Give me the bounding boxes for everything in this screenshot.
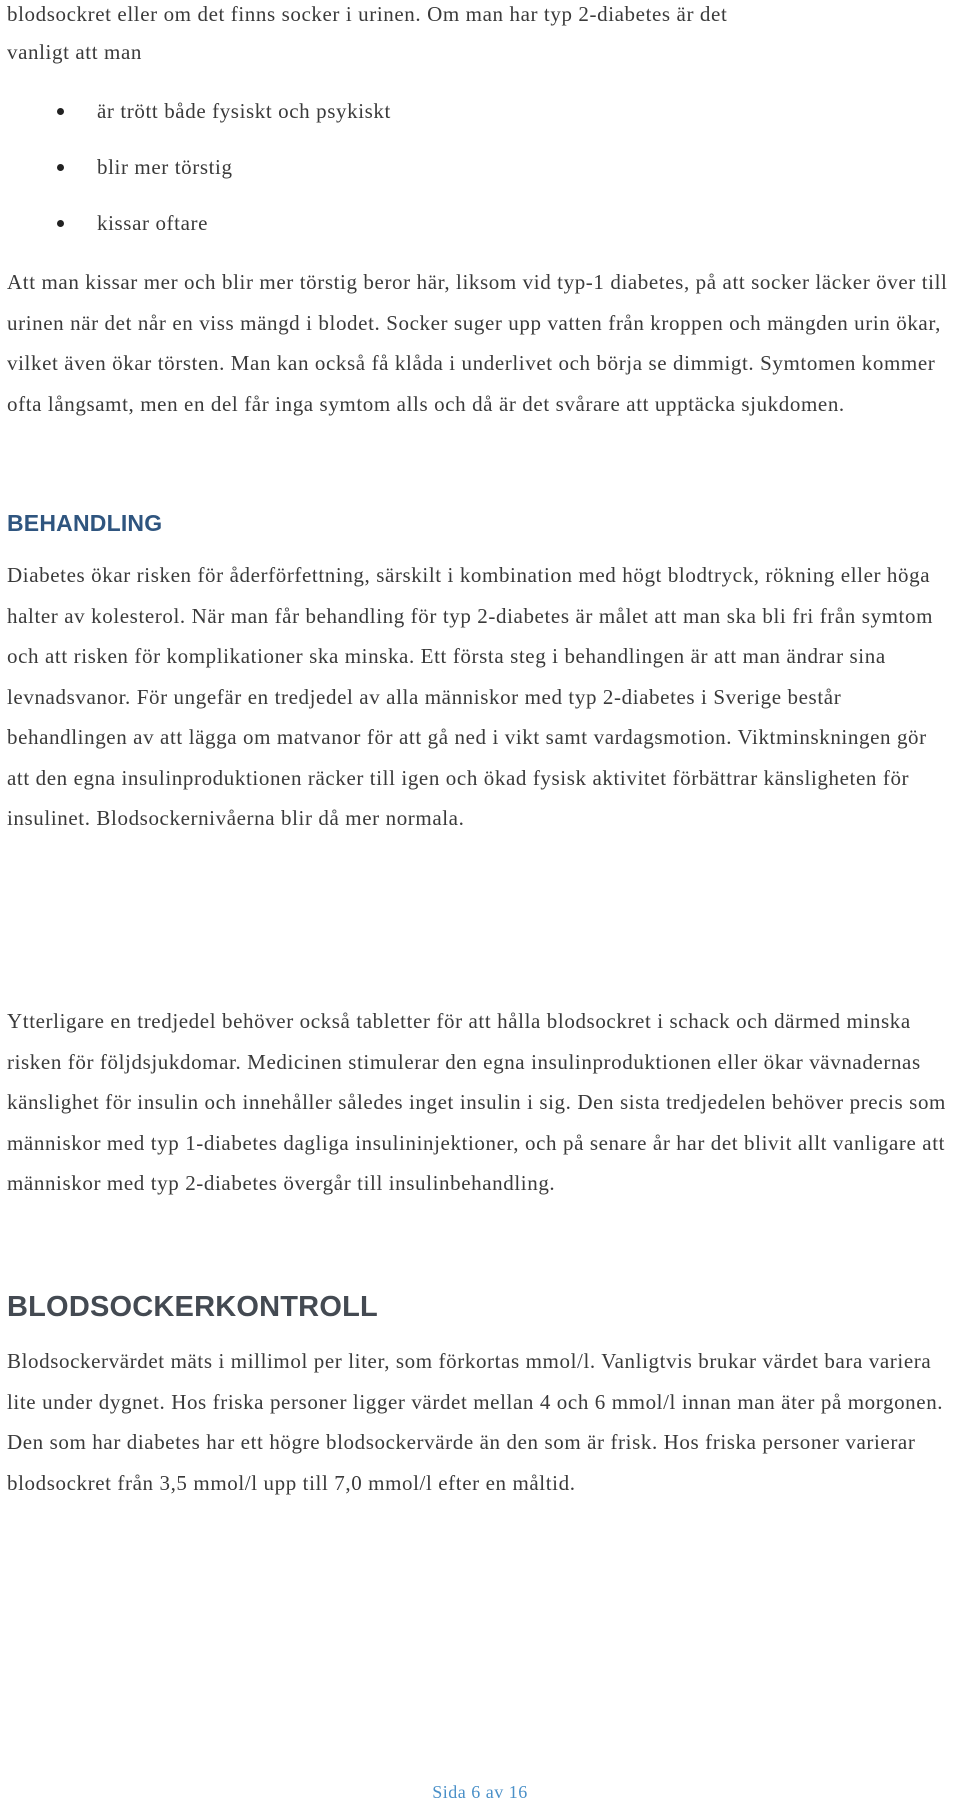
bullet-icon: [57, 164, 64, 171]
bullet-icon: [57, 220, 64, 227]
blodsockerkontroll-paragraph: Blodsockervärdet mäts i millimol per liter, som förkortas mmol/l. Vanligtvis brukar värdet bara variera lite under dygnet. Hos friska personer ligger värdet mellan 4 och 6 mmol/l innan man äter på morgonen. Den som har diabetes har ett högre blodsockervärde än den som är frisk. Hos friska personer varierar blodsockret från 3,5 mmol/l upp till 7,0 mmol/l efter en måltid.: [7, 1349, 944, 1495]
list-item: [7, 195, 953, 251]
list-item: [7, 139, 953, 195]
page-number: Sida 6 av 16: [432, 1782, 528, 1802]
behandling-paragraph-2: Ytterligare en tredjedel behöver också tabletter för att hålla blodsockret i schack och därmed minska risken för följdsjukdomar. Medicinen stimulerar den egna insulinproduktionen eller ökar vävnadernas känslighet för insulin och innehåller således inget insulin i sig. Den sista tredjedelen behöver precis som människor med typ 1-diabetes dagliga insulininjektioner, och på senare år har det blivit allt vanligare att människor med typ 2-diabetes övergår till insulinbehandling.: [7, 1009, 946, 1195]
intro-text: [7, 0, 953, 72]
intro-line-2: vanligt att man: [7, 39, 142, 64]
symptom-text: är trött både fysiskt och psykiskt: [97, 99, 391, 123]
symptom-explanation: Att man kissar mer och blir mer törstig beror här, liksom vid typ-1 diabetes, på att socker läcker över till urinen när det når en viss mängd i blodet. Socker suger upp vatten från kroppen och mängden urin ökar, vilket även ökar törsten. Man kan också få klåda i underlivet och börja se dimmigt. Symtomen kommer ofta långsamt, men en del får inga symtom alls och då är det svårare att upptäcka sjukdomen.: [7, 270, 948, 416]
bullet-icon: [57, 108, 64, 115]
list-item: [7, 83, 953, 139]
symptom-text: kissar oftare: [97, 211, 209, 235]
section-heading-blodsockerkontroll: BLODSOCKERKONTROLL: [7, 1291, 378, 1323]
symptom-list: [7, 83, 953, 251]
symptom-text: blir mer törstig: [97, 155, 233, 179]
behandling-paragraph-1: Diabetes ökar risken för åderförfettning, särskilt i kombination med högt blodtryck, rökning eller höga halter av kolesterol. När man får behandling för typ 2-diabetes är målet att man ska bli fri från symtom och att risken för komplikationer ska minska. Ett första steg i behandlingen är att man ändrar sina levnadsvanor. För ungefär en tredjedel av alla människor med typ 2-diabetes i Sverige består behandlingen av att lägga om matvanor för att gå ned i vikt samt vardagsmotion. Viktminskningen gör att den egna insulinproduktionen räcker till igen och ökad fysisk aktivitet förbättrar känsligheten för insulinet. Blodsockernivåerna blir då mer normala.: [7, 563, 934, 830]
intro-line-1: blodsockret eller om det finns socker i urinen. Om man har typ 2-diabetes är det: [7, 2, 728, 26]
section-heading-behandling: BEHANDLING: [7, 510, 163, 536]
